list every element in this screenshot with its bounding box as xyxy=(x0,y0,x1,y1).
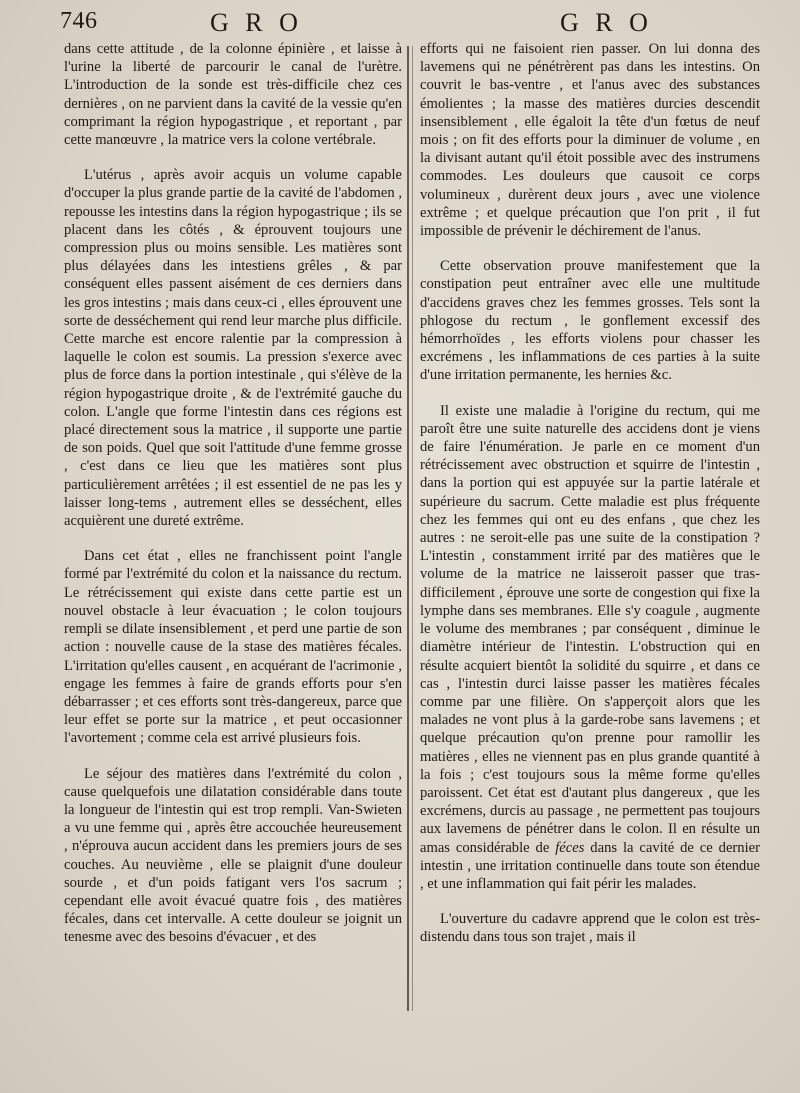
paragraph xyxy=(420,402,760,893)
page-number: 746 xyxy=(60,8,98,34)
paragraph: Cette observation prouve manifestement que la constipation peut entraîner avec elle une multitude d'accidens graves chez les femmes grosses. Tels sont la phlogose du rectum , le gonflement excessif des hémorrhoïdes , les efforts violens pour chasser les excrémens , les inflammations de ces parties à la suite d'une irritation permanente, les hernies &c. xyxy=(420,258,760,384)
paragraph: efforts qui ne faisoient rien passer. On lui donna des lavemens qui ne pénétrèrent pas dans les intestins. On couvrit le bas-ventre , et l'anus avec des substances émolientes ; la masse des matières durcies descendit insensiblement , elle égaloit la tête d'un fœtus de neuf mois ; on fit des efforts pour la diminuer de volume , en la divisant autant qu'il étoit possible avec des instrumens commodes. Les douleurs que causoit ce corps volumineux , durèrent deux jours , avec une violence extrême ; et quelque précaution que l'on prit , il fut impossible de prévenir le déchirement de l'anus. xyxy=(420,41,760,240)
paragraph: Le séjour des matières dans l'extrémité du colon , cause quelquefois une dilatation considérable dans toute la longueur de l'intestin qui est trop rempli. Van-Swieten a vu une femme qui , après être accouchée heureusement , n'éprouva aucun accident dans les premiers jours de ses couches. Au neuvième , elle se plaignit d'une douleur sourde , et d'un poids fatigant vers l'os sacrum ; cependant elle avoit évacué quatre fois , des matières fécales, dans cet intervalle. A cette douleur se joignit un tenesme avec des besoins d'évacuer , et des xyxy=(64,765,402,946)
paragraph: L'ouverture du cadavre apprend que le colon est très-distendu dans tous son trajet , mais il xyxy=(420,911,760,946)
page-header xyxy=(60,6,778,40)
column-divider xyxy=(407,46,409,1011)
running-head-right: G R O xyxy=(560,8,653,37)
left-column xyxy=(64,40,402,964)
paragraph-text: dans la cavité de ce dernier intestin , une irritation continuelle dans toute son étendue , et une inflammation qui fait périr les malades. xyxy=(420,839,760,892)
paragraph-text: Il existe une maladie à l'origine du rectum, qui me paroît être une suite naturelle des accidens dont je viens de faire l'énumération. Je parle en ce moment d'un rétrécissement avec obstruction et squirre de l'intestin , dans la portion qui est appuyée sur la partie latérale et supérieure du sacrum. Cette maladie est plus fréquente chez les femmes qui ont eu des enfans , que chez les autres : ne seroit-elle pas une suite de la constipation ? L'intestin , constamment irrité par des matières que le volume de la matrice ne laisseroit passer que tras-difficilement , éprouve une sorte de congestion qui fixe la lymphe dans ses membranes. Elle s'y coagule , augmente le volume des membranes ; par conséquent , diminue le diamètre intérieur de l'intestin. L'obstruction qui en résulte acquiert bientôt la solidité du squirre , et dans ce cas , l'intestin durci laisse passer les matières fécales comme par une filière. On s'apperçoit alors que les malades ne vont plus à la garde-robe sans lavemens ; et quelque précaution qu'on prenne pour ramollir les matières , elles ne viennent pas en plus grande quantité à la fois ; c'est toujours sous la même forme qu'elles paroissent. Cet état est d'autant plus dangereux , que les excrémens, durcis au passage , ne permettent pas toujours aux lavemens de pénétrer dans le colon. Il en résulte un amas considérable de xyxy=(420,402,760,856)
paragraph: dans cette attitude , de la colonne épinière , et laisse à l'urine la liberté de parcourir le canal de l'urètre. L'introduction de la sonde est très-difficile chez ces dernières , on ne parvient dans la cavité de la vessie qu'en comprimant la région hypogastrique , et reportant , par cette manœuvre , la matrice vers la colone vertébrale. xyxy=(64,41,402,149)
italic-term: féces xyxy=(555,839,585,856)
column-divider-thin xyxy=(412,46,413,1011)
paragraph: L'utérus , après avoir acquis un volume capable d'occuper la plus grande partie de la cavité de l'abdomen , repousse les intestins dans la région hypogastrique ; ils se placent dans les côtés , & éprouvent toujours une compression plus ou moins sensible. Les matières sont plus délayées dans les intestiens grêles , & par conséquent elles passent aisément de ces derniers dans les gros intestins ; mais dans ceux-ci , elles éprouvent une sorte de desséchement qui rend leur marche plus difficile. Cette marche est encore ralentie par la compression à laquelle le colon est soumis. La pression s'exerce avec plus de force dans la portion intestinale , qui s'élève de la région hypogastrique droite , & de l'extrémité gauche du colon. L'angle que forme l'intestin dans ces régions est placé directement sous la matrice , il supporte une partie de son poids. Quel que soit l'attitude d'une femme grosse , c'est dans ce lieu que les matières sont plus particulièrement arrêtées ; il est essentiel de ne pas les y laisser long-tems , autrement elles se desséchent, elles acquièrent une dureté extrême. xyxy=(64,167,402,530)
running-head-left: G R O xyxy=(210,8,303,37)
paragraph: Dans cet état , elles ne franchissent point l'angle formé par l'extrémité du colon et la naissance du rectum. Le rétrécissement qui existe dans cette partie est un nouvel obstacle à leur évacuation ; le colon toujours rempli se dilate insensiblement , et perd une partie de son action : nouvelle cause de la stase des matières fécales. L'irritation qu'elles causent , en acquérant de l'acrimonie , engage les femmes à faire de grands efforts pour s'en débarrasser ; et ces efforts sont très-dangereux, parce que leur effet se porte sur la matrice , et peut occasionner l'avortement ; comme cela est arrivé plusieurs fois. xyxy=(64,548,402,747)
right-column xyxy=(420,40,760,964)
